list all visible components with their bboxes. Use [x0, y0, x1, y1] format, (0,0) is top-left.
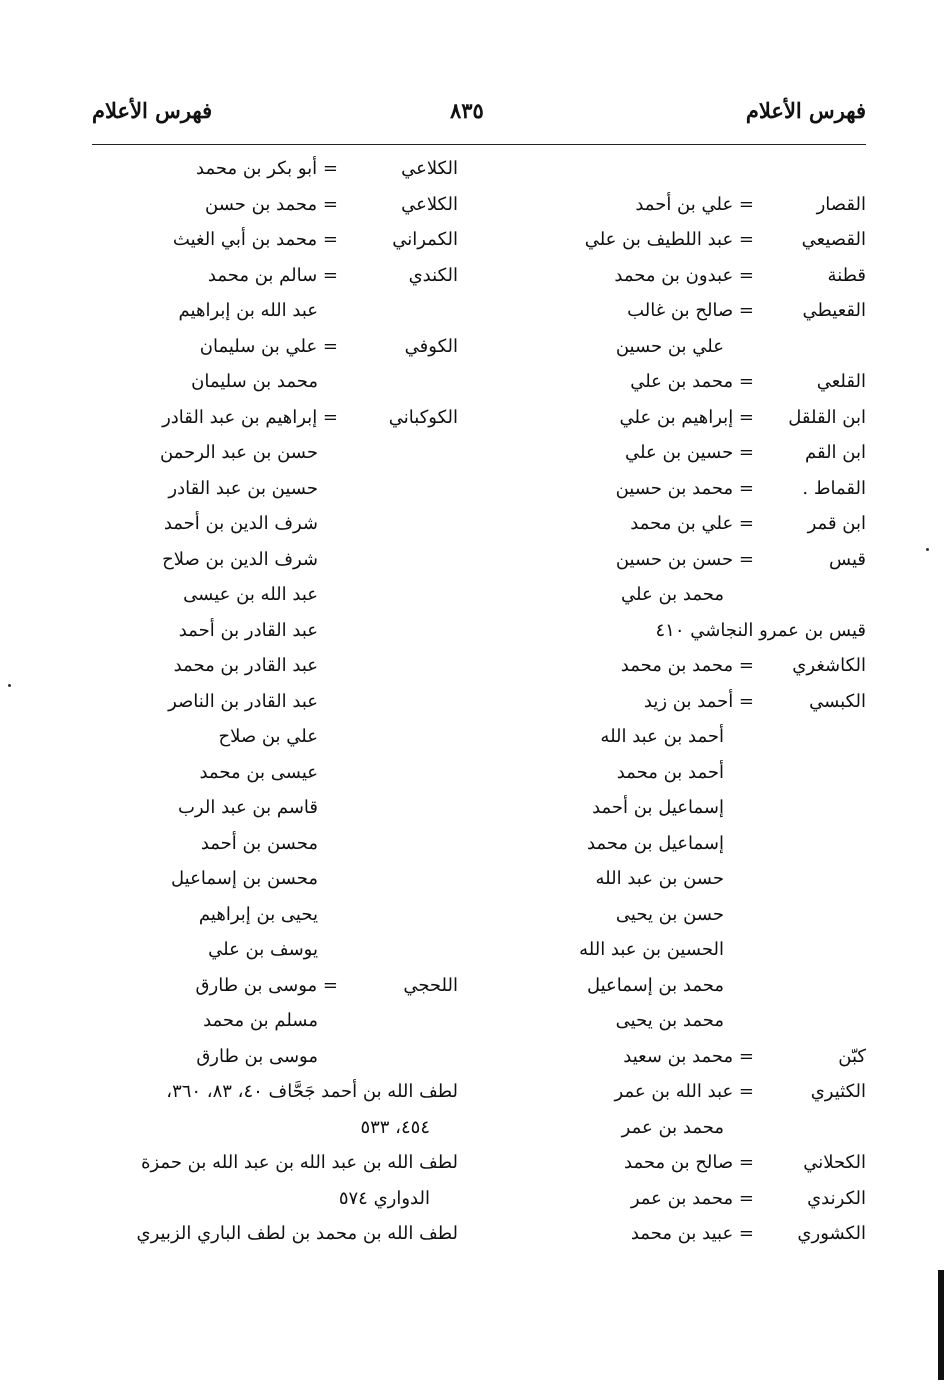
index-entry [486, 507, 866, 543]
index-entry [486, 188, 866, 224]
entry-sub-reference: علي بن حسين [615, 335, 724, 357]
entry-sub-reference: حسن بن عبد الله [595, 868, 724, 889]
running-title-left: فهرس الأعلام [92, 98, 213, 123]
entry-sub-reference: محسن بن إسماعيل [171, 868, 318, 889]
entry-cross-reference: = عبد اللطيف بن علي [584, 229, 754, 250]
entry-cross-reference: = محمد بن حسن [205, 193, 338, 215]
index-entry [486, 259, 866, 295]
entry-name: القماط . [802, 477, 866, 499]
entry-sub-reference: قاسم بن عبد الرب [177, 797, 318, 818]
page-number: ٨٣٥ [450, 98, 484, 123]
entry-cross-reference: = صالح بن محمد [624, 1152, 754, 1173]
entry-cross-reference: = موسى بن طارق [195, 974, 338, 996]
entry-name: قيس [829, 548, 866, 570]
index-entry [486, 543, 866, 579]
entry-sub-reference: مسلم بن محمد [203, 1010, 318, 1031]
entry-cross-reference: = أبو بكر بن محمد [196, 158, 338, 179]
index-entry [68, 223, 458, 259]
entry-full: لطف الله بن عبد الله بن عبد الله بن حمزة [141, 1152, 458, 1173]
entry-sub-reference: أحمد بن محمد [616, 761, 724, 783]
entry-cross-reference: = عبيد بن محمد [630, 1223, 754, 1244]
index-column-right [486, 152, 866, 1253]
entry-cross-reference: = أحمد بن زيد [643, 690, 754, 712]
scan-speck [926, 548, 929, 551]
entry-cross-reference: = محمد بن سعيد [623, 1045, 754, 1067]
entry-sub-reference: أحمد بن عبد الله [600, 726, 724, 747]
index-entry [486, 365, 866, 401]
entry-name: القلعي [816, 371, 866, 392]
entry-name: الكحلاني [803, 1152, 866, 1173]
entry-sub-reference: عبد القادر بن أحمد [178, 619, 318, 641]
index-entry [68, 188, 458, 224]
entry-name: الكمراني [392, 229, 458, 250]
entry-name: الكوفي [404, 335, 458, 357]
entry-name: الكلاعي [401, 158, 458, 179]
entry-name: الكثيري [810, 1081, 866, 1102]
running-title-right: فهرس الأعلام [745, 98, 866, 123]
entry-sub-reference: الحسين بن عبد الله [579, 939, 724, 960]
index-entry [486, 1040, 866, 1076]
entry-name: كبّن [838, 1045, 866, 1067]
entry-cross-reference: = محمد بن عمر [630, 1187, 754, 1209]
entry-name: الكندي [408, 264, 458, 286]
entry-cross-reference: = علي بن محمد [630, 513, 754, 534]
entry-sub-reference: حسن بن عبد الرحمن [159, 442, 318, 463]
entry-sub-reference: محمد بن عمر [621, 1116, 724, 1138]
index-entry [68, 330, 458, 366]
index-entry [486, 1146, 866, 1182]
index-entry [486, 436, 866, 472]
entry-sub-reference: عبد القادر بن الناصر [168, 690, 318, 712]
entry-sub-reference: شرف الدين بن أحمد [163, 513, 318, 534]
index-entry [486, 401, 866, 437]
entry-continuation: ٤٥٤، ٥٣٣ [360, 1116, 430, 1138]
index-entry [68, 969, 458, 1005]
entry-sub-reference: يوسف بن علي [208, 939, 318, 960]
entry-name: الكشوري [797, 1223, 866, 1244]
index-entry [486, 1075, 866, 1111]
entry-sub-reference: عبد الله بن عيسى [183, 584, 318, 605]
entry-name: الكرندي [807, 1187, 866, 1209]
entry-name: القصار [816, 193, 866, 215]
entry-name: الكوكباني [388, 406, 458, 428]
index-entry [68, 152, 458, 188]
index-entry [486, 1182, 866, 1218]
entry-cross-reference: = حسين بن علي [625, 442, 754, 463]
index-entry [486, 223, 866, 259]
entry-cross-reference: = محمد بن علي [630, 371, 754, 392]
index-entry [486, 685, 866, 721]
entry-sub-reference: حسن بن يحيى [615, 903, 724, 925]
scan-edge-shadow [938, 1270, 944, 1380]
entry-sub-reference: عبد القادر بن محمد [173, 655, 318, 676]
entry-continuation: الدواري ٥٧٤ [338, 1187, 430, 1209]
entry-cross-reference: = علي بن أحمد [635, 193, 754, 215]
entry-sub-reference: محمد بن إسماعيل [586, 974, 724, 996]
entry-sub-reference: محمد بن سليمان [191, 371, 318, 392]
entry-full: لطف الله بن محمد بن لطف الباري الزبيري [136, 1223, 458, 1244]
entry-name: الكبسي [809, 690, 866, 712]
entry-cross-reference: = حسن بن حسين [615, 548, 754, 570]
entry-cross-reference: = سالم بن محمد [207, 264, 338, 286]
entry-sub-reference: إسماعيل بن أحمد [592, 797, 724, 818]
entry-name: الكاشغري [792, 655, 866, 676]
entry-sub-reference: محمد بن علي [621, 584, 724, 605]
entry-cross-reference: = علي بن سليمان [199, 335, 338, 357]
entry-cross-reference: = محمد بن أبي الغيث [172, 229, 338, 250]
blank-row [486, 152, 866, 188]
entry-sub-reference: عيسى بن محمد [199, 761, 318, 783]
entry-name: ابن القلقل [788, 406, 866, 428]
entry-cross-reference: = إبراهيم بن عبد القادر [162, 406, 338, 428]
index-column-left [68, 152, 458, 1253]
entry-sub-reference: محمد بن يحيى [615, 1010, 724, 1031]
entry-cross-reference: = إبراهيم بن علي [619, 406, 754, 428]
entry-name: ابن قمر [807, 513, 866, 534]
entry-name: ابن القم [804, 442, 866, 463]
header-rule [92, 144, 866, 145]
entry-name: الكلاعي [401, 193, 458, 215]
entry-sub-reference: محسن بن أحمد [200, 832, 318, 854]
entry-sub-reference: شرف الدين بن صلاح [162, 548, 318, 570]
entry-name: اللحجي [403, 974, 458, 996]
entry-sub-reference: حسين بن عبد القادر [168, 477, 318, 499]
index-entry [486, 649, 866, 685]
entry-name: القصيعي [801, 229, 866, 250]
entry-name: قطنة [827, 264, 866, 286]
entry-cross-reference: = محمد بن محمد [620, 655, 754, 676]
index-entry [68, 259, 458, 295]
entry-sub-reference: عبد الله بن إبراهيم [178, 300, 318, 321]
entry-cross-reference: = صالح بن غالب [627, 300, 754, 321]
index-entry [486, 294, 866, 330]
entry-sub-reference: موسى بن طارق [196, 1045, 318, 1067]
entry-full: قيس بن عمرو النجاشي ٤١٠ [655, 619, 866, 641]
entry-name: القعيطي [802, 300, 866, 321]
index-entry [486, 1217, 866, 1253]
index-entry [68, 401, 458, 437]
entry-full: لطف الله بن أحمد جَحَّاف ٤٠، ٨٣، ٣٦٠، [166, 1081, 458, 1102]
scan-speck [8, 684, 11, 687]
entry-cross-reference: = عبدون بن محمد [614, 264, 754, 286]
entry-sub-reference: إسماعيل بن محمد [586, 832, 724, 854]
entry-sub-reference: علي بن صلاح [218, 726, 318, 747]
entry-cross-reference: = محمد بن حسين [615, 477, 754, 499]
index-entry [486, 472, 866, 508]
entry-sub-reference: يحيى بن إبراهيم [198, 903, 318, 925]
entry-cross-reference: = عبد الله بن عمر [614, 1081, 754, 1102]
